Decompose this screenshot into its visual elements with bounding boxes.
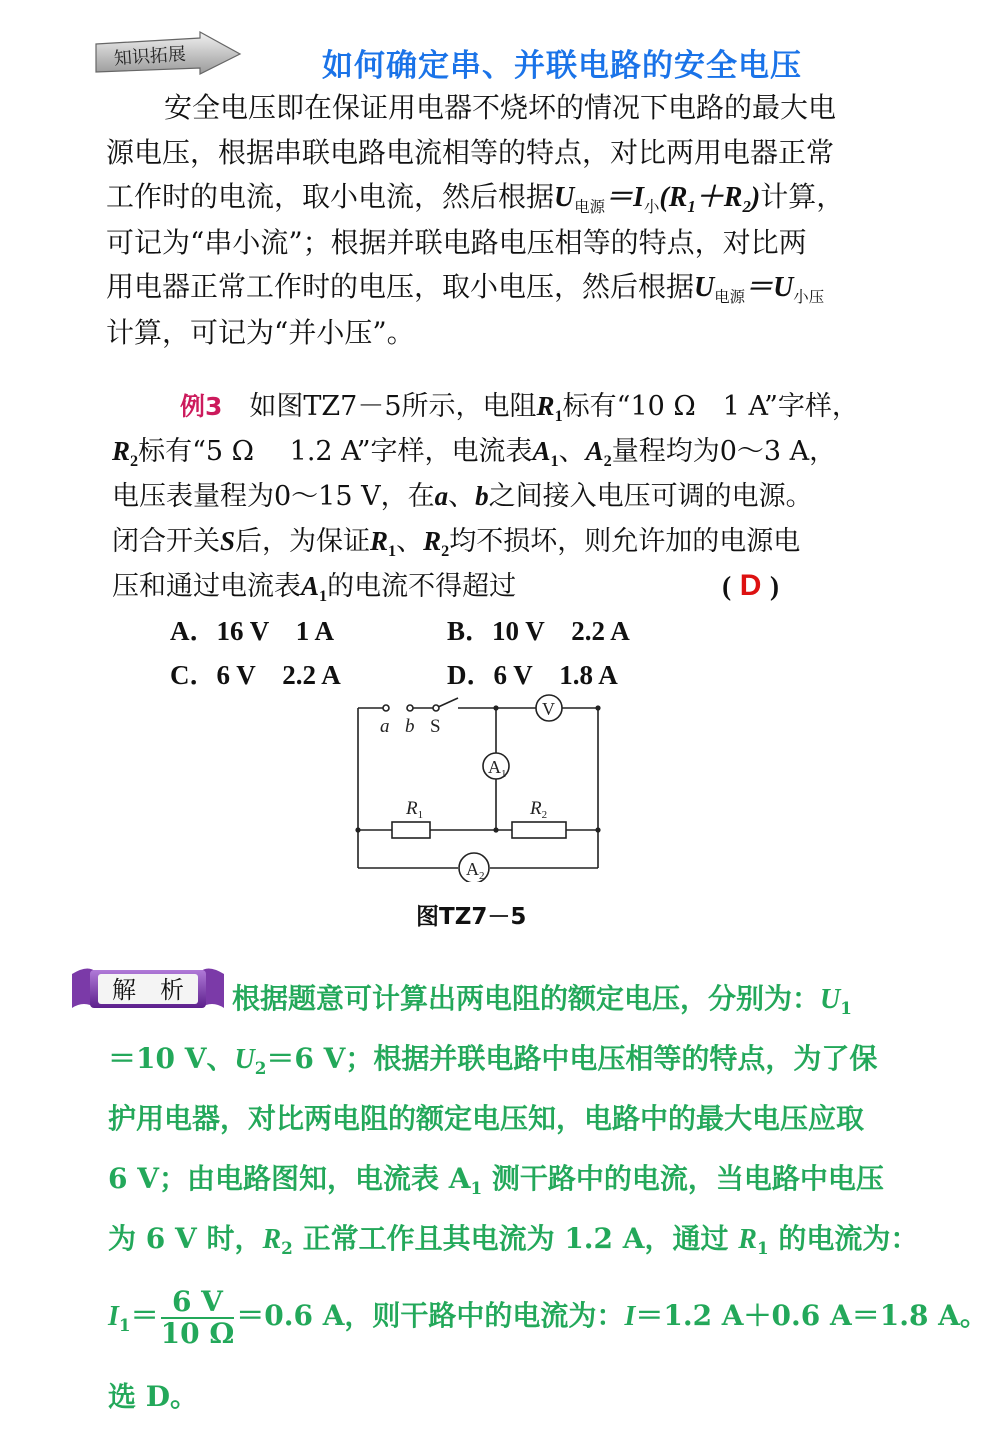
intro-line: 安全电压即在保证用电器不烧坏的情况下电路的最大电 (164, 91, 837, 124)
intro-line: 可记为“串小流”；根据并联电路电压相等的特点，对比两 (106, 225, 807, 259)
question-line: 例3 如图TZ7－5所示，电阻$R_1$标有“10 Ω 1 A”字样， (180, 391, 859, 425)
option-a: A．16 V 1 A (170, 616, 335, 646)
solution-line: 选 D。 (108, 1380, 199, 1413)
question-line: 电压表量程为0～15 V，在a、b之间接入电压可调的电源。 (112, 481, 813, 512)
options-row (112, 653, 932, 697)
formula-series: $U_{电源}=I_小(R_1+R_2)$ (554, 182, 761, 216)
question-line: $R_2$标有“5 Ω 1.2 A”字样，电流表$A_1$、$A_2$量程均为0～3 A， (112, 436, 837, 470)
solution-line: $I_1=$ $\frac{6 V}{10 \Omega}$ ＝0.6 A，则干路中的电流为：I＝1.2 A＋0.6 A＝1.8 A。 (108, 1284, 988, 1350)
option-c: C．6 V 2.2 A (170, 660, 341, 690)
label-a: a (380, 716, 390, 737)
page-title: 如何确定串、并联电路的安全电压 (322, 48, 802, 84)
example-question (112, 384, 932, 697)
solution-badge-label: 解 析 (112, 976, 184, 1004)
circuit-diagram (350, 692, 610, 882)
intro-line: 源电压，根据串联电路电流相等的特点，对比两用电器正常 (106, 135, 835, 169)
intro-line: 工作时的电流，取小电流，然后根据$U_{电源}=I_小(R_1+R_2)$计算， (106, 180, 845, 216)
resistor-r1 (392, 822, 430, 838)
option-b: B．10 V 2.2 A (447, 616, 630, 646)
options-row (112, 609, 932, 653)
resistor-r2 (512, 822, 566, 838)
question-line: 压和通过电流表$A_1$的电流不得超过 ( D ) (112, 569, 779, 605)
fraction: $\frac{6 V}{10 \Omega}$ (160, 1284, 235, 1350)
figure-caption: 图TZ7－5 (416, 904, 527, 930)
example-label: 例3 (180, 392, 223, 421)
label-a1: $A_1$ (488, 757, 507, 780)
terminal-b (407, 705, 413, 711)
intro-line: 计算，可记为“并小压”。 (106, 315, 415, 349)
solution-line: 根据题意可计算出两电阻的额定电压，分别为：$U_1$ (232, 982, 852, 1018)
intro-paragraph (106, 86, 916, 355)
answer-mark: D (739, 569, 762, 602)
solution-line: 为 6 V 时，$R_2$ 正常工作且其电流为 1.2 A，通过 $R_1$ 的电流为： (108, 1222, 919, 1258)
intro-line: 用电器正常工作时的电压，取小电压，然后根据$U_{电源}=U_{小压}$ (106, 270, 825, 306)
label-r1: $R_1$ (406, 798, 424, 821)
solution-line: 6 V；由电路图知，电流表 $A_1$ 测干路中的电流，当电路中电压 (108, 1162, 884, 1198)
label-b: b (405, 716, 415, 737)
knowledge-expansion-badge (92, 30, 242, 76)
solution-line: ＝10 V、$U_2=6$ V；根据并联电路中电压相等的特点，为了保 (108, 1042, 878, 1078)
label-a2: $A_2$ (466, 859, 485, 882)
switch-pivot (433, 705, 439, 711)
solution-text (108, 974, 988, 1432)
terminal-a (383, 705, 389, 711)
badge-label: 知识拓展 (113, 43, 187, 70)
label-v: V (542, 699, 555, 719)
option-d: D．6 V 1.8 A (447, 660, 618, 690)
formula-parallel: $U_{电源}=U_{小压}$ (694, 272, 825, 306)
label-r2: $R_2$ (530, 798, 548, 821)
question-line: 闭合开关S后，为保证$R_1$、$R_2$均不损坏，则允许加的电源电 (112, 526, 801, 560)
solution-line: 护用电器，对比两电阻的额定电压知，电路中的最大电压应取 (108, 1102, 865, 1135)
label-s: S (430, 716, 441, 737)
